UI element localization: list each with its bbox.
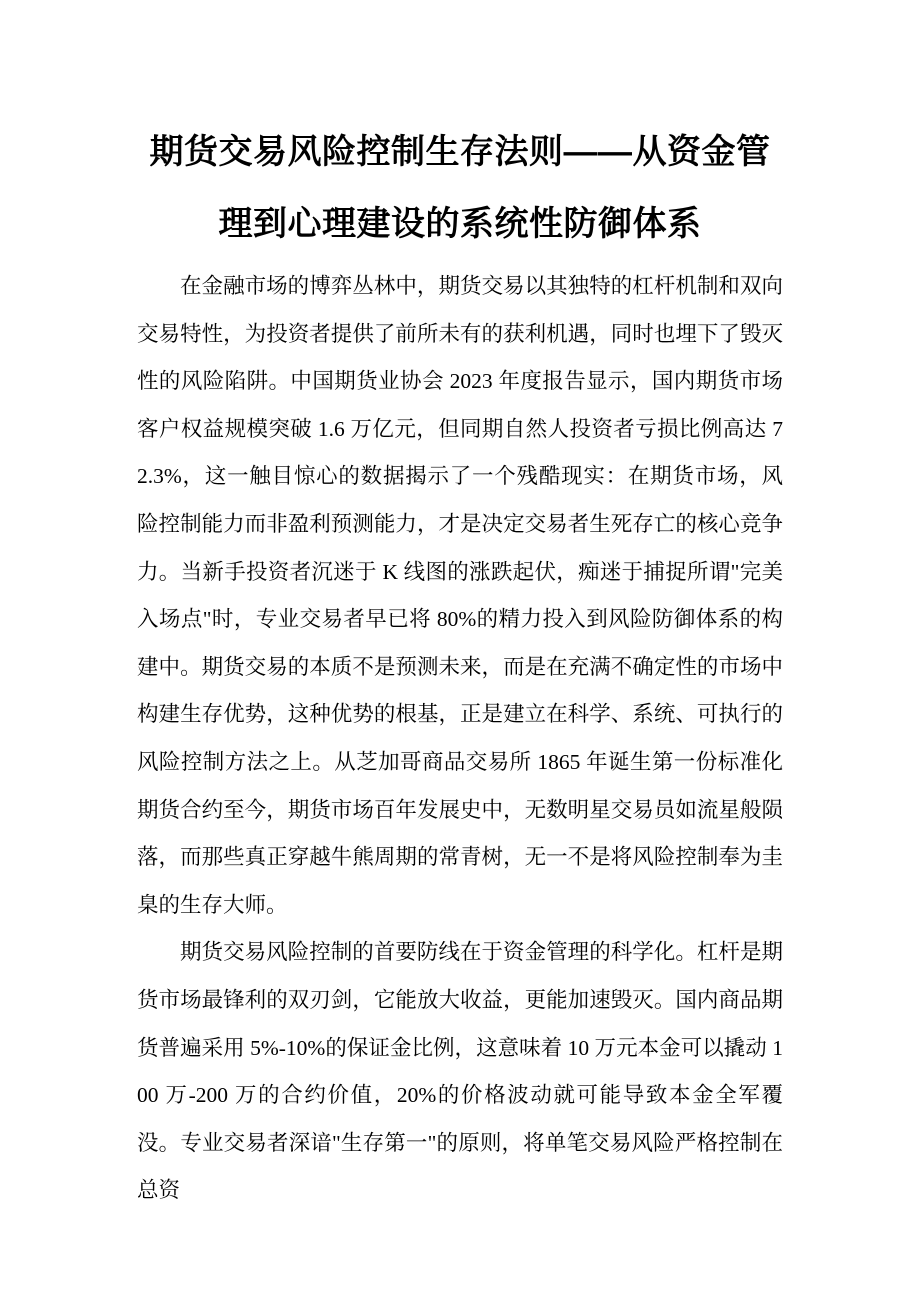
document-body [137,263,783,1215]
paragraph-intro: 在金融市场的博弈丛林中，期货交易以其独特的杠杆机制和双向交易特性，为投资者提供了前所未有的获利机遇，同时也埋下了毁灭性的风险陷阱。中国期货业协会 2023 年度报告显示，国内期货市场客户权益规模突破 1.6 万亿元，但同期自然人投资者亏损比例高达 72.3%，这一触目惊心的数据揭示了一个残酷现实：在期货市场，风险控制能力而非盈利预测能力，才是决定交易者生死存亡的核心竞争力。当新手投资者沉迷于 K 线图的涨跌起伏，痴迷于捕捉所谓"完美入场点"时，专业交易者早已将 80%的精力投入到风险防御体系的构建中。期货交易的本质不是预测未来，而是在充满不确定性的市场中构建生存优势，这种优势的根基，正是建立在科学、系统、可执行的风险控制方法之上。从芝加哥商品交易所 1865 年诞生第一份标准化期货合约至今，期货市场百年发展史中，无数明星交易员如流星般陨落，而那些真正穿越牛熊周期的常青树，无一不是将风险控制奉为圭臬的生存大师。 [137,274,783,917]
paragraph-money-management: 期货交易风险控制的首要防线在于资金管理的科学化。杠杆是期货市场最锋利的双刃剑，它能放大收益，更能加速毁灭。国内商品期货普遍采用 5%-10%的保证金比例，这意味着 10 万元本金可以撬动 100 万-200 万的合约价值，20%的价格波动就可能导致本金全军覆没。专业交易者深谙"生存第一"的原则，将单笔交易风险严格控制在总资 [137,940,783,1203]
document-title [120,0,800,260]
title-line-1: 期货交易风险控制生存法则——从资金管 [149,133,771,171]
title-line-2: 理到心理建设的系统性防御体系 [218,205,702,243]
